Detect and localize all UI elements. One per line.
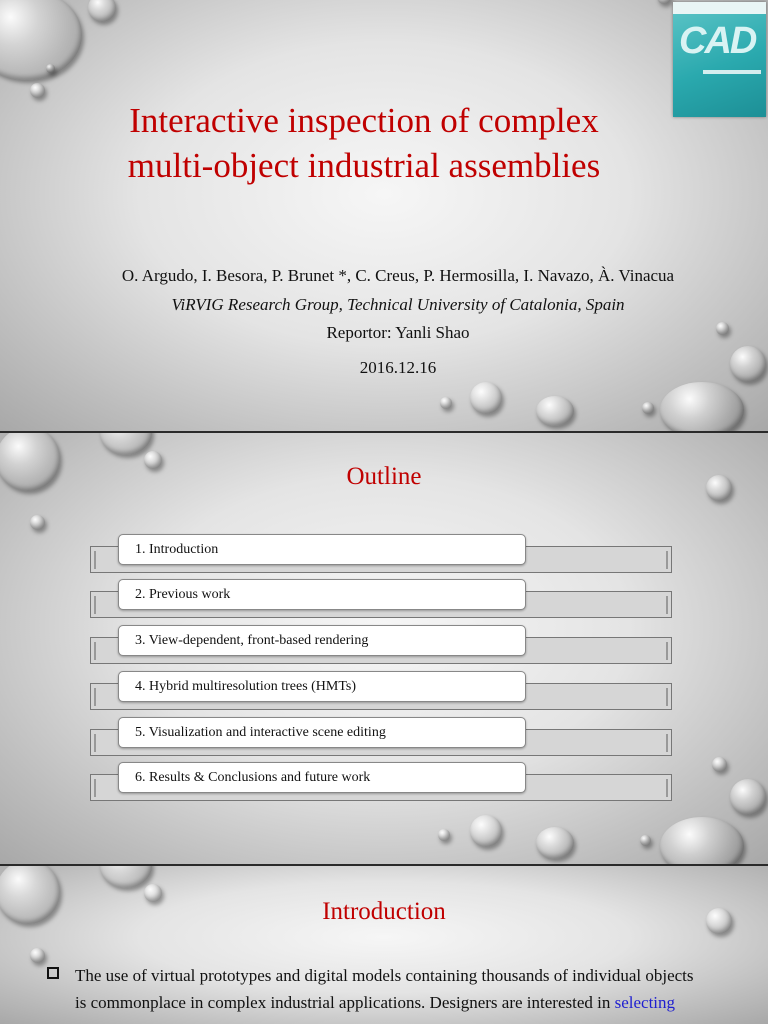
journal-cover-header — [673, 2, 766, 14]
water-drop-decoration — [88, 0, 116, 22]
outline-item — [0, 579, 768, 619]
water-drop-decoration — [30, 515, 45, 530]
water-drop-decoration — [660, 382, 744, 431]
water-drop-decoration — [30, 948, 45, 963]
water-drop-decoration — [657, 0, 671, 4]
introduction-slide — [0, 866, 768, 1024]
outline-item — [0, 534, 768, 574]
water-drop-decoration — [660, 817, 744, 864]
outline-slide — [0, 433, 768, 864]
outline-item-label: 4. Hybrid multiresolution trees (HMTs) — [118, 671, 526, 702]
authors: O. Argudo, I. Besora, P. Brunet *, C. Creus, P. Hermosilla, I. Navazo, À. Vinacua — [121, 266, 675, 285]
water-drop-decoration — [536, 396, 574, 426]
introduction-title: Introduction — [322, 898, 446, 925]
presentation-title — [0, 98, 728, 188]
outline-item-label: 6. Results & Conclusions and future work — [118, 762, 526, 793]
water-drop-decoration — [470, 815, 502, 847]
water-drop-decoration — [438, 829, 450, 841]
water-drop-decoration — [0, 0, 82, 80]
water-drop-decoration — [640, 835, 651, 846]
title-line-2: multi-object industrial assemblies — [127, 146, 601, 185]
square-bullet-icon — [47, 967, 59, 979]
outline-item-label: 2. Previous work — [118, 579, 526, 610]
water-drop-decoration — [470, 382, 502, 414]
water-drop-decoration — [536, 827, 574, 859]
presentation-date: 2016.12.16 — [359, 358, 437, 377]
outline-item-label: 1. Introduction — [118, 534, 526, 565]
highlighted-text: selecting — [614, 993, 676, 1012]
water-drop-decoration — [30, 83, 45, 98]
paragraph-line-2: is commonplace in complex industrial applications. Designers are interested in — [75, 993, 611, 1012]
water-drop-decoration — [46, 64, 55, 73]
journal-cover-bar — [703, 70, 761, 74]
outline-title: Outline — [346, 463, 422, 490]
introduction-paragraph — [75, 962, 725, 1016]
journal-logo: CAD — [679, 20, 756, 62]
outline-item — [0, 625, 768, 665]
water-drop-decoration — [440, 397, 452, 409]
paragraph-line-1: The use of virtual prototypes and digital models containing thousands of individual objects — [75, 966, 694, 985]
water-drop-decoration — [100, 866, 152, 888]
title-slide — [0, 0, 768, 431]
outline-item — [0, 717, 768, 757]
outline-item-label: 3. View-dependent, front-based rendering — [118, 625, 526, 656]
outline-item — [0, 762, 768, 802]
outline-item — [0, 671, 768, 711]
reporter: Reportor: Yanli Shao — [326, 323, 470, 342]
affiliation: ViRVIG Research Group, Technical University of Catalonia, Spain — [171, 295, 625, 314]
water-drop-decoration — [100, 433, 152, 455]
outline-item-label: 5. Visualization and interactive scene editing — [118, 717, 526, 748]
water-drop-decoration — [642, 402, 654, 414]
title-line-1: Interactive inspection of complex — [129, 101, 599, 140]
